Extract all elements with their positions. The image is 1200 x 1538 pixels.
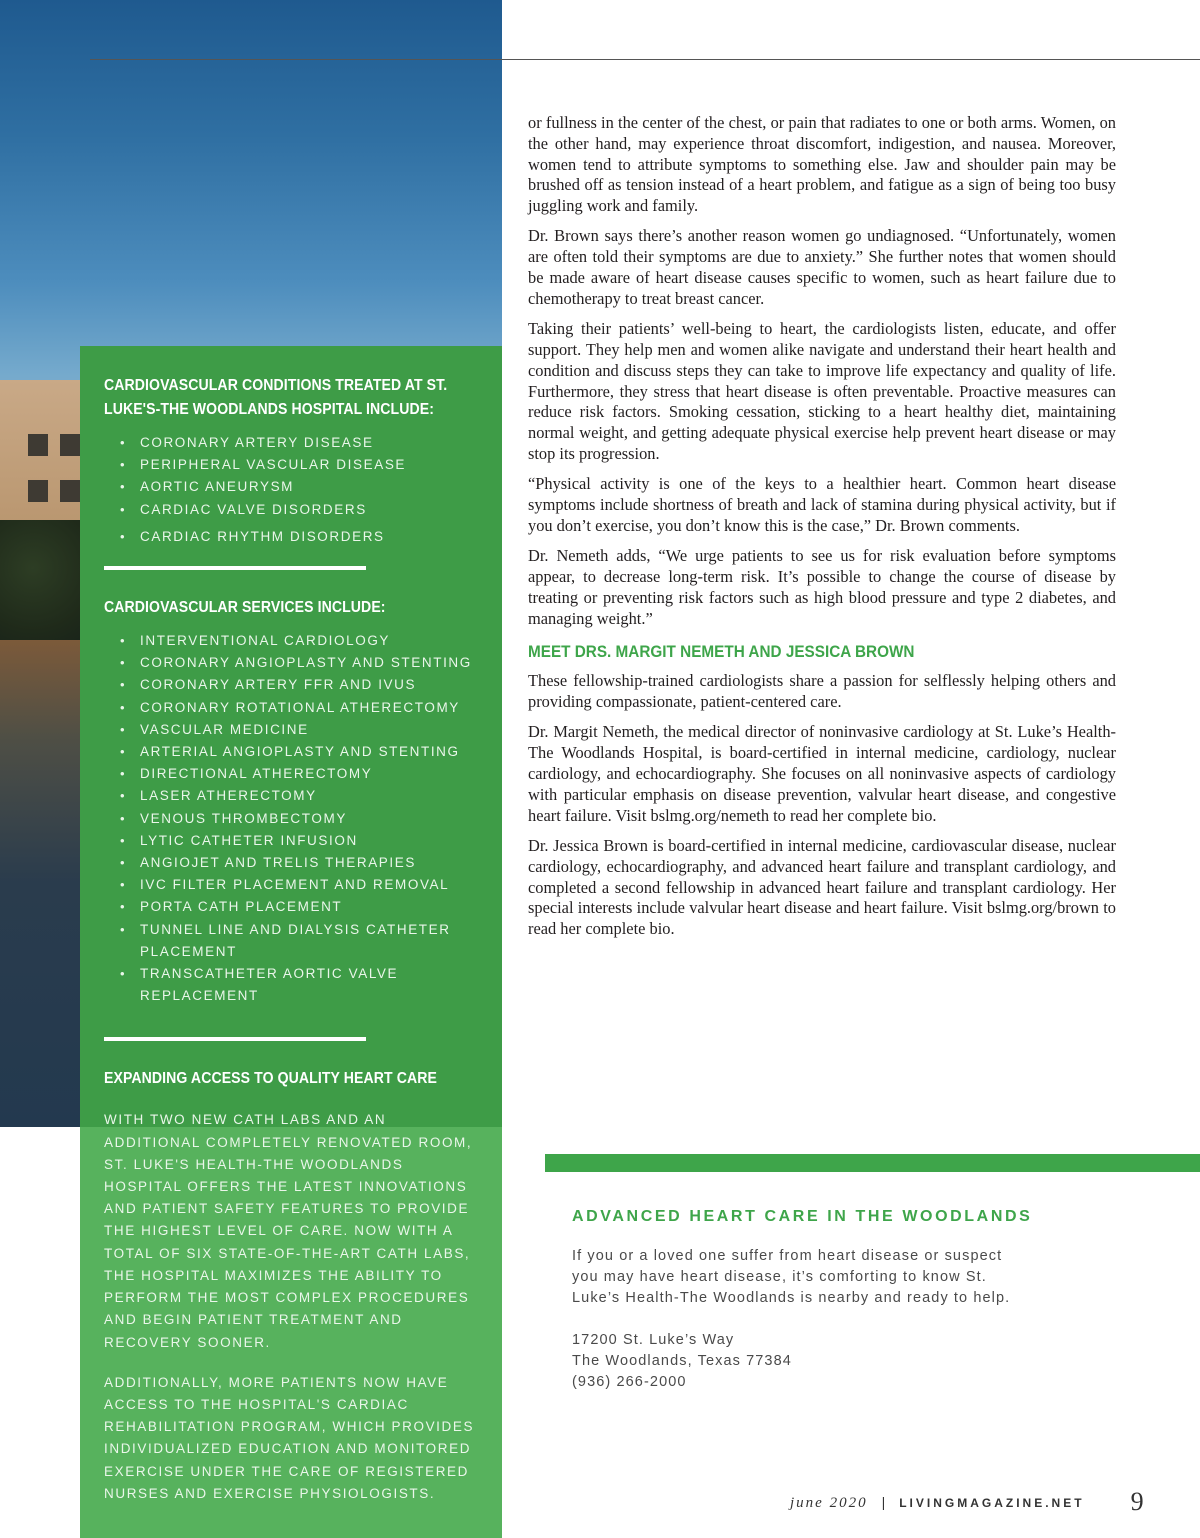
conditions-list bbox=[104, 432, 484, 548]
list-item: • CORONARY ARTERY FFR AND IVUS bbox=[104, 674, 484, 696]
list-item: • TUNNEL LINE AND DIALYSIS CATHETER PLACEMENT bbox=[104, 919, 484, 963]
contact-accent-bar bbox=[545, 1154, 1200, 1172]
footer-separator: | bbox=[881, 1494, 886, 1510]
contact-title: ADVANCED HEART CARE IN THE WOODLANDS bbox=[572, 1208, 1033, 1225]
list-item: • ARTERIAL ANGIOPLASTY AND STENTING bbox=[104, 741, 484, 763]
article-paragraph: “Physical activity is one of the keys to a healthier heart. Common heart disease symptoms include shortness of breath and lack of stamina during physical activity, but if you don’t exercise, you don’t know this is the case,” Dr. Brown comments. bbox=[528, 474, 1116, 535]
issue-date: june 2020 bbox=[790, 1495, 868, 1511]
article-paragraph: These fellowship-trained cardiologists share a passion for selflessly helping others and providing compassionate, patient-centered care. bbox=[528, 671, 1116, 712]
contact-box bbox=[572, 1208, 1132, 1393]
site-link[interactable]: LIVINGMAGAZINE.NET bbox=[899, 1496, 1085, 1510]
address-line: The Woodlands, Texas 77384 bbox=[572, 1352, 792, 1369]
access-paragraph: ADDITIONALLY, MORE PATIENTS NOW HAVE ACCESS TO THE HOSPITAL'S CARDIAC REHABILITATION PROGRAM, WHICH PROVIDES INDIVIDUALIZED EDUCATION AND MONITORED EXERCISE UNDER THE CARE OF REGISTERED NURSES AND EXERCISE PHYSIOLOGISTS. bbox=[104, 1374, 475, 1501]
sidebar-divider bbox=[104, 1037, 366, 1041]
article-paragraph: or fullness in the center of the chest, or pain that radiates to one or both arms. Women, on the other hand, may experience throat discomfort, indigestion, and nausea. Moreover, women tend to attribute symptoms to something else. Jaw and shoulder pain may be brushed off as tension instead of a heart problem, and fatigue as a sign of being too busy juggling work and family. bbox=[528, 113, 1116, 216]
article-paragraph: Dr. Nemeth adds, “We urge patients to see us for risk evaluation before symptoms appear, to decrease long-term risk. It’s possible to change the course of disease by treating or preventing risk factors such as high blood pressure and type 2 diabetes, and managing weight.” bbox=[528, 546, 1116, 628]
page-number: 9 bbox=[1130, 1487, 1144, 1516]
contact-address bbox=[572, 1330, 1132, 1394]
list-item: • ANGIOJET AND TRELIS THERAPIES bbox=[104, 852, 484, 874]
contact-text: If you or a loved one suffer from heart disease or suspect you may have heart disease, it’s comforting to know St. Luke’s Health-The Woodlands is nearby and ready to help. bbox=[572, 1248, 1011, 1307]
list-item: • PORTA CATH PLACEMENT bbox=[104, 896, 484, 918]
article-subhead: MEET DRS. MARGIT NEMETH AND JESSICA BROWN bbox=[528, 642, 915, 662]
conditions-heading: CARDIOVASCULAR CONDITIONS TREATED AT ST. LUKE'S-THE WOODLANDS HOSPITAL INCLUDE: bbox=[104, 377, 448, 418]
list-item: • VASCULAR MEDICINE bbox=[104, 719, 484, 741]
access-heading: EXPANDING ACCESS TO QUALITY HEART CARE bbox=[104, 1070, 437, 1088]
services-heading: CARDIOVASCULAR SERVICES INCLUDE: bbox=[104, 599, 386, 617]
list-item: • LASER ATHERECTOMY bbox=[104, 785, 484, 807]
list-item: • CORONARY ANGIOPLASTY AND STENTING bbox=[104, 652, 484, 674]
address-line: 17200 St. Luke’s Way bbox=[572, 1331, 735, 1348]
list-item: • VENOUS THROMBECTOMY bbox=[104, 808, 484, 830]
list-item: • LYTIC CATHETER INFUSION bbox=[104, 830, 484, 852]
list-item: • CORONARY ROTATIONAL ATHERECTOMY bbox=[104, 697, 484, 719]
list-item: • CARDIAC VALVE DISORDERS bbox=[104, 499, 484, 521]
article-paragraph: Dr. Brown says there’s another reason women go undiagnosed. “Unfortunately, women are often told their symptoms are due to anxiety.” She further notes that women should be made aware of heart disease causes specific to women, such as heart failure due to chemotherapy to treat breast cancer. bbox=[528, 226, 1116, 308]
page-footer bbox=[790, 1484, 1144, 1516]
services-list bbox=[104, 630, 484, 1007]
list-item: • TRANSCATHETER AORTIC VALVE REPLACEMENT bbox=[104, 963, 484, 1007]
sidebar-content bbox=[104, 374, 484, 1505]
access-paragraph: WITH TWO NEW CATH LABS AND AN ADDITIONAL COMPLETELY RENOVATED ROOM, ST. LUKE'S HEALTH-THE WOODLANDS HOSPITAL OFFERS THE LATEST INNOVATIONS AND PATIENT SAFETY FEATURES TO PROVIDE THE HIGHEST LEVEL OF CARE. NOW WITH A TOTAL OF SIX STATE-OF-THE-ART CATH LABS, THE HOSPITAL MAXIMIZES THE ABILITY TO PERFORM THE MOST COMPLEX PROCEDURES AND BEGIN PATIENT TREATMENT AND RECOVERY SOONER. bbox=[104, 1112, 473, 1350]
article-body bbox=[528, 113, 1116, 949]
list-item: • DIRECTIONAL ATHERECTOMY bbox=[104, 763, 484, 785]
list-item: • IVC FILTER PLACEMENT AND REMOVAL bbox=[104, 874, 484, 896]
list-item: • AORTIC ANEURYSM bbox=[104, 476, 484, 498]
sidebar-divider bbox=[104, 566, 366, 570]
list-item: • CARDIAC RHYTHM DISORDERS bbox=[104, 526, 484, 548]
article-paragraph: Dr. Margit Nemeth, the medical director of noninvasive cardiology at St. Luke’s Health-The Woodlands Hospital, is board-certified in internal medicine, cardiology, nuclear cardiology, and echocardiography. She focuses on all noninvasive aspects of cardiology with particular emphasis on disease prevention, valvular heart disease, and congestive heart failure. Visit bslmg.org/nemeth to read her complete bio. bbox=[528, 722, 1116, 825]
list-item: • PERIPHERAL VASCULAR DISEASE bbox=[104, 454, 484, 476]
phone-number: (936) 266-2000 bbox=[572, 1374, 687, 1391]
list-item: • CORONARY ARTERY DISEASE bbox=[104, 432, 484, 454]
top-rule bbox=[90, 59, 1200, 60]
article-paragraph: Dr. Jessica Brown is board-certified in internal medicine, cardiovascular disease, nuclear cardiology, echocardiography, and advanced heart failure and transplant cardiology, and completed a second fellowship in advanced heart failure and transplant cardiology. Her special interests include valvular heart disease and heart failure. Visit bslmg.org/brown to read her complete bio. bbox=[528, 835, 1116, 939]
list-item: • INTERVENTIONAL CARDIOLOGY bbox=[104, 630, 484, 652]
article-paragraph: Taking their patients’ well-being to heart, the cardiologists listen, educate, and offer support. They help men and women alike navigate and understand their heart health and condition and discuss steps they can take to improve life expectancy and quality of life. Furthermore, they stress that heart disease is often preventable. Proactive measures can reduce risk factors. Smoking cessation, sticking to a heart healthy diet, maintaining normal weight, and getting adequate physical exercise help prevent heart disease or may stop its progression. bbox=[528, 319, 1116, 463]
